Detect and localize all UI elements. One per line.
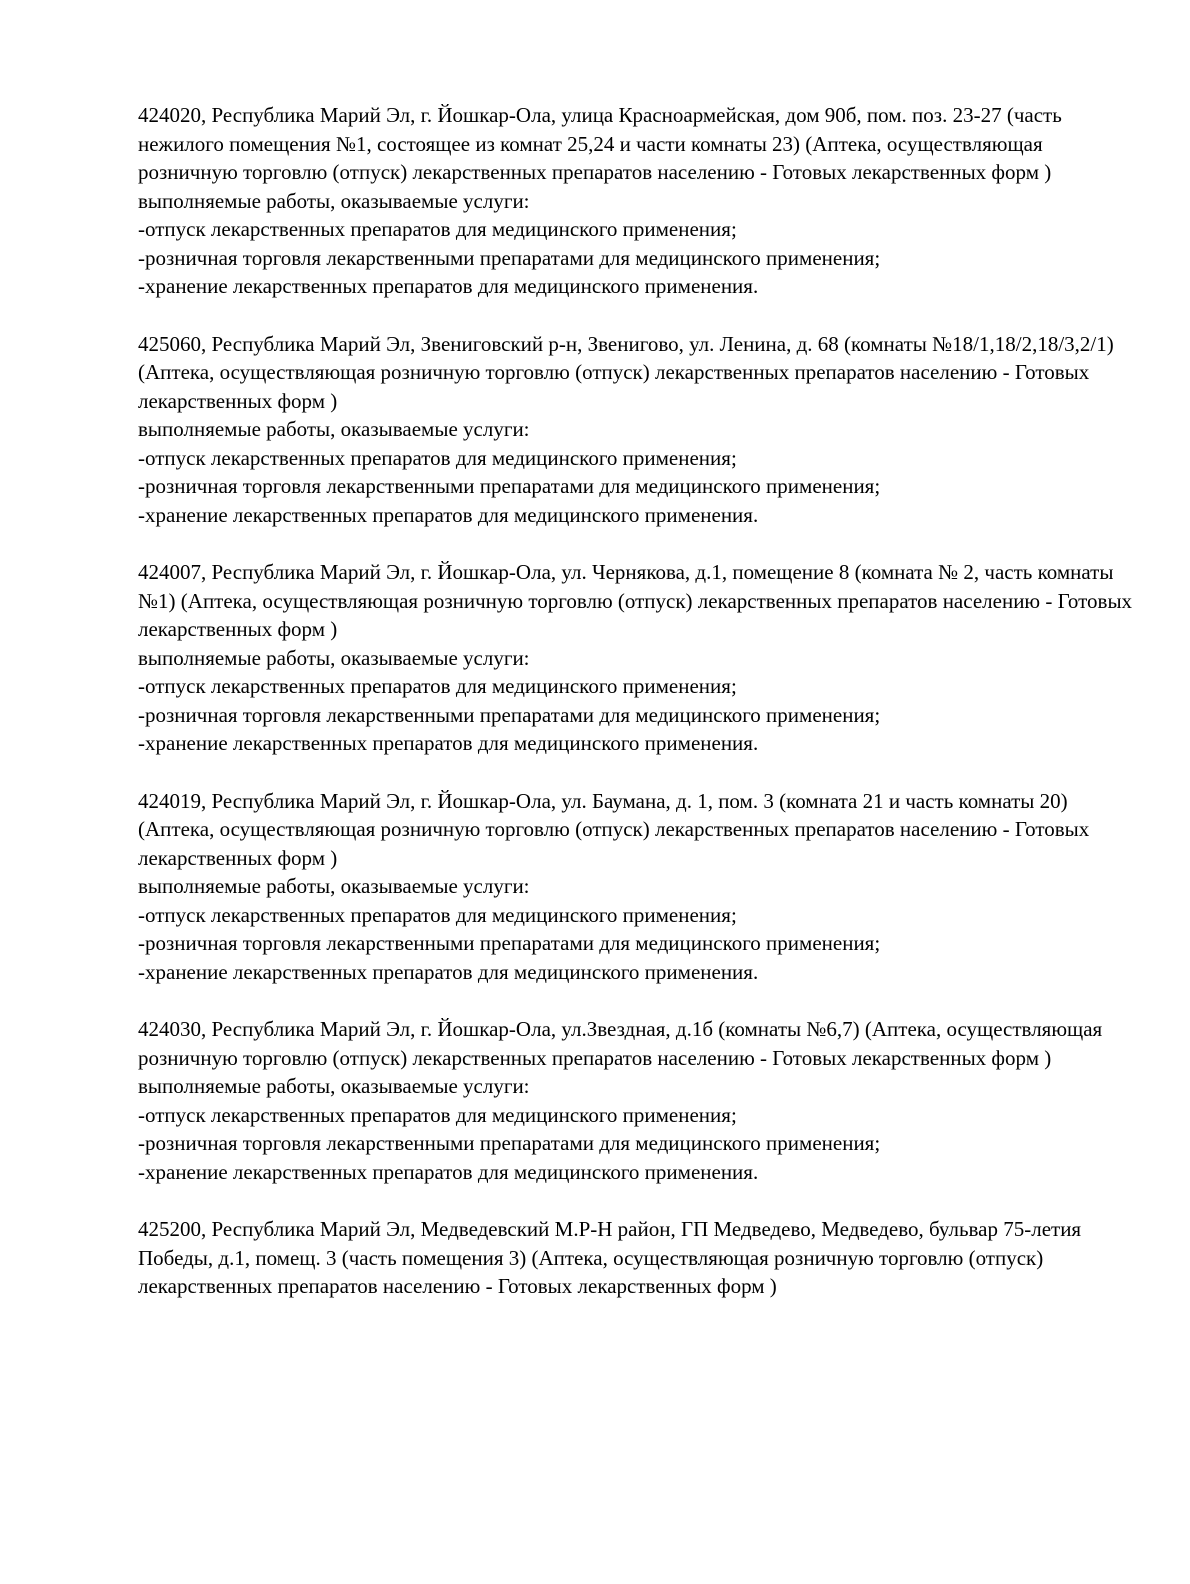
service-item: -отпуск лекарственных препаратов для медицинского применения; <box>138 445 737 470</box>
pharmacy-entry <box>138 787 1138 987</box>
service-item: -хранение лекарственных препаратов для медицинского применения. <box>138 959 759 984</box>
entry-address: 425060, Республика Марий Эл, Звениговский р-н, Звенигово, ул. Ленина, д. 68 (комнаты №18/1,18/2,18/3,2/1) (Аптека, осуществляющая розничную торговлю (отпуск) лекарственных препаратов населению - Готовых лекарственных форм ) <box>138 331 1114 413</box>
entry-address: 424019, Республика Марий Эл, г. Йошкар-Ола, ул. Баумана, д. 1, пом. 3 (комната 21 и часть комнаты 20) (Аптека, осуществляющая розничную торговлю (отпуск) лекарственных препаратов населению - Готовых лекарственных форм ) <box>138 788 1090 870</box>
services-heading: выполняемые работы, оказываемые услуги: <box>138 645 530 670</box>
service-item: -отпуск лекарственных препаратов для медицинского применения; <box>138 1102 737 1127</box>
services-heading: выполняемые работы, оказываемые услуги: <box>138 874 530 898</box>
service-item: -розничная торговля лекарственными препаратами для медицинского применения; <box>138 1131 881 1155</box>
services-heading: выполняемые работы, оказываемые услуги: <box>138 1074 530 1098</box>
pharmacy-entry <box>138 1215 1138 1301</box>
service-item: -хранение лекарственных препаратов для медицинского применения. <box>138 1159 759 1184</box>
service-item: -отпуск лекарственных препаратов для медицинского применения; <box>138 902 737 927</box>
entry-address: 424007, Республика Марий Эл, г. Йошкар-Ола, ул. Чернякова, д.1, помещение 8 (комната № 2, часть комнаты №1) (Аптека, осуществляющая розничную торговлю (отпуск) лекарственных препаратов населению - Готовых лекарственных форм ) <box>138 560 1133 641</box>
document-page <box>138 101 1138 1330</box>
service-item: -розничная торговля лекарственными препаратами для медицинского применения; <box>138 702 881 727</box>
entry-address: 424020, Республика Марий Эл, г. Йошкар-Ола, улица Красноармейская, дом 90б, пом. поз. 23-27 (часть нежилого помещения №1, состоящее из комнат 25,24 и части комнаты 23) (Аптека, осуществляющая розничную торговлю (отпуск) лекарственных препаратов населению - Готовых лекарственных форм ) <box>138 103 1062 184</box>
service-item: -хранение лекарственных препаратов для медицинского применения. <box>138 731 759 755</box>
pharmacy-entry <box>138 1015 1138 1186</box>
pharmacy-entry <box>138 330 1138 530</box>
services-heading: выполняемые работы, оказываемые услуги: <box>138 417 530 441</box>
service-item: -хранение лекарственных препаратов для медицинского применения. <box>138 502 759 527</box>
pharmacy-entry <box>138 558 1138 758</box>
service-item: -розничная торговля лекарственными препаратами для медицинского применения; <box>138 474 881 498</box>
service-item: -отпуск лекарственных препаратов для медицинского применения; <box>138 217 737 241</box>
service-item: -розничная торговля лекарственными препаратами для медицинского применения; <box>138 245 881 270</box>
service-item: -розничная торговля лекарственными препаратами для медицинского применения; <box>138 931 881 955</box>
entry-address: 425200, Республика Марий Эл, Медведевский М.Р-Н район, ГП Медведево, Медведево, бульвар 75-летия Победы, д.1, помещ. 3 (часть помещения 3) (Аптека, осуществляющая розничную торговлю (отпуск) лекарственных препаратов населению - Готовых лекарственных форм ) <box>138 1217 1082 1298</box>
pharmacy-entry <box>138 101 1138 301</box>
service-item: -отпуск лекарственных препаратов для медицинского применения; <box>138 674 737 698</box>
entry-address: 424030, Республика Марий Эл, г. Йошкар-Ола, ул.Звездная, д.1б (комнаты №6,7) (Аптека, осуществляющая розничную торговлю (отпуск) лекарственных препаратов населению - Готовых лекарственных форм ) <box>138 1017 1103 1070</box>
services-heading: выполняемые работы, оказываемые услуги: <box>138 188 530 213</box>
service-item: -хранение лекарственных препаратов для медицинского применения. <box>138 274 759 298</box>
